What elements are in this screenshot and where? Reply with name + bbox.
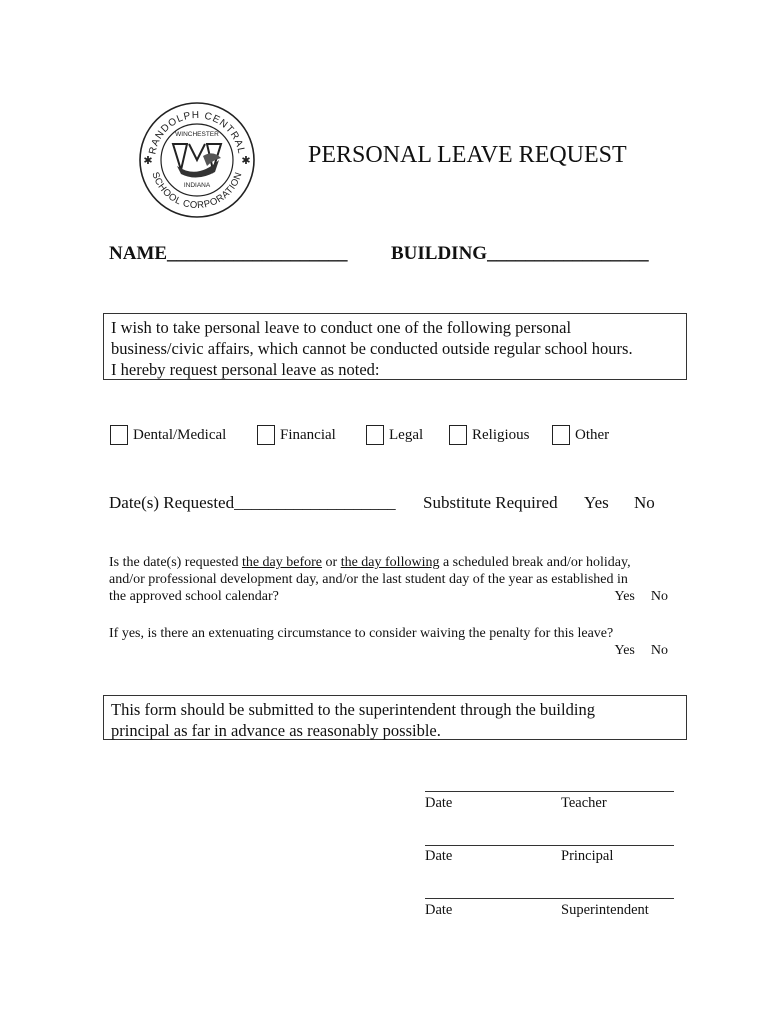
checkbox[interactable]: [366, 425, 384, 445]
svg-text:✱: ✱: [143, 155, 153, 167]
page-title: PERSONAL LEAVE REQUEST: [308, 142, 627, 168]
checkbox[interactable]: [257, 425, 275, 445]
notice-line: principal as far in advance as reasonably possible.: [111, 721, 441, 740]
name-field[interactable]: NAME___________________: [109, 243, 348, 264]
signature-date-label: Date: [425, 902, 453, 918]
superintendent-signature-line[interactable]: [425, 898, 674, 899]
question-text: the approved school calendar?: [109, 589, 279, 604]
principal-signature-line[interactable]: [425, 845, 674, 846]
substitute-required-label: Substitute Required: [423, 493, 558, 512]
checkbox-other[interactable]: [552, 425, 609, 445]
substitute-no-option[interactable]: No: [634, 493, 655, 512]
signature-date-label: Date: [425, 848, 453, 864]
checkbox[interactable]: [449, 425, 467, 445]
checkbox-label: Legal: [389, 426, 424, 443]
signature-role-label: Teacher: [561, 795, 607, 811]
checkbox-financial[interactable]: [257, 425, 336, 445]
seal-bottom-text: SCHOOL CORPORATION: [149, 170, 245, 212]
question-text: If yes, is there an extenuating circumstance to consider waiving the penalty for this leave?: [109, 626, 614, 641]
question-underlined-text: the day following: [340, 555, 440, 570]
question-extenuating: [109, 625, 668, 659]
intro-line: I hereby request personal leave as noted:: [111, 360, 380, 379]
checkbox[interactable]: [110, 425, 128, 445]
dates-requested-field[interactable]: Date(s) Requested___________________: [109, 493, 396, 512]
checkbox[interactable]: [552, 425, 570, 445]
signature-date-label: Date: [425, 795, 453, 811]
seal-top-text: RANDOLPH CENTRAL: [147, 109, 247, 156]
question-break-days: [109, 554, 679, 605]
question-text: and/or professional development day, and/or the last student day of the year as established in: [109, 572, 628, 587]
question-underlined-text: the day before: [241, 555, 323, 570]
question2-no-option[interactable]: No: [650, 643, 668, 658]
signature-role-label: Principal: [561, 848, 614, 864]
seal-inner-top: WINCHESTER: [175, 131, 219, 138]
svg-text:✱: ✱: [241, 155, 251, 167]
checkbox-religious[interactable]: [449, 425, 530, 445]
checkbox-label: Other: [575, 426, 610, 443]
question-text: a scheduled break and/or holiday,: [439, 555, 631, 570]
question2-yes-option[interactable]: Yes: [614, 643, 635, 658]
intro-line: business/civic affairs, which cannot be conducted outside regular school hours.: [111, 339, 633, 358]
question-text: Is the date(s) requested: [109, 555, 242, 570]
signature-role-label: Superintendent: [561, 902, 649, 918]
school-seal-logo: [137, 100, 257, 220]
question1-yes-option[interactable]: Yes: [614, 589, 635, 604]
checkbox-label: Religious: [472, 426, 530, 443]
checkbox-legal[interactable]: [366, 425, 423, 445]
notice-line: This form should be submitted to the superintendent through the building: [111, 700, 595, 719]
teacher-signature-line[interactable]: [425, 791, 674, 792]
question-text: or: [322, 555, 341, 570]
checkbox-label: Dental/Medical: [133, 426, 227, 443]
intro-line: I wish to take personal leave to conduct one of the following personal: [111, 318, 572, 337]
intro-box: [103, 313, 687, 380]
checkbox-dental-medical[interactable]: [110, 425, 226, 445]
checkbox-label: Financial: [280, 426, 336, 443]
question1-no-option[interactable]: No: [650, 589, 668, 604]
substitute-yes-option[interactable]: Yes: [584, 493, 609, 512]
seal-inner-bottom: INDIANA: [183, 182, 211, 189]
building-field[interactable]: BUILDING_________________: [391, 243, 649, 264]
notice-box: [103, 695, 687, 740]
